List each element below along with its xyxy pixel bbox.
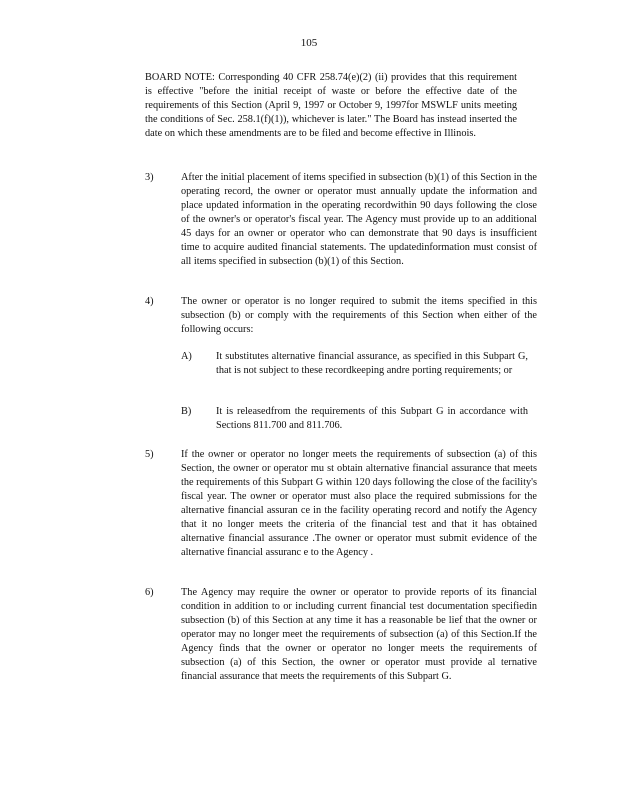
page-number: 105 [300,37,318,49]
subitem-number: A) [181,351,192,362]
item-number: 3) [145,172,154,183]
subitem-text: It substitutes alternative financial assurance, as specified in this Subpart G, that is not subject to these recordkeeping andre porting requirements; or [216,351,528,376]
subitem-number: B) [181,406,192,417]
board-note: BOARD NOTE: Corresponding 40 CFR 258.74(e)(2) (ii) provides that this requirement is effective "before the initial receipt of waste or before the effective date of the requirements of this Section (April 9, 1997 or October 9, 1997for MSWLF units meeting the conditions of Sec. 258.1(f)(1)), whichever is later." The Board has instead inserted the date on which these amendments are to be filed and become effective in Illinois. [145,72,517,139]
item-text: The owner or operator is no longer required to submit the items specified in this subsection (b) or comply with the requirements of this Section when either of the following occurs: [181,296,537,335]
item-text: If the owner or operator no longer meets the requirements of subsection (a) of this Section, the owner or operator mu st obtain alternative financial assurance that meets the requirements of this Subpart G within 120 days following the close of the facility's fiscal year. The owner or operator must also place the required submissions for the alternative financial assuran ce in the facility operating record and notify the Agency that it no longer meets the criteria of the financial test and that it has obtained alternative financial assurance .The owner or operator must submit evidence of the alternative financial assuranc e to the Agency . [181,449,537,558]
item-number: 4) [145,296,154,307]
item-number: 5) [145,449,154,460]
item-number: 6) [145,587,154,598]
subitem-text: It is releasedfrom the requirements of this Subpart G in accordance with Sections 811.700 and 811.706. [216,406,528,431]
item-text: The Agency may require the owner or operator to provide reports of its financial condition in addition to or including current financial test documentation specifiedin subsection (b) of this Section at any time it has a reasonable be lief that the owner or operator may no longer meet the requirements of subsection (a) of this Section.If the Agency finds that the owner or operator no longer meets the requirements of subsection (a) of this Section, the owner or operator must provide al ternative financial assurance that meets the requirements of this Subpart G. [181,587,537,682]
item-text: After the initial placement of items specified in subsection (b)(1) of this Section in the operating record, the owner or operator must annually update the information and place updated information in the operating recordwithin 90 days following the close of the owner's or operator's fiscal year. The Agency must provide up to an additional 45 days for an owner or operator who can demonstrate that 90 days is insufficient time to acquire audited financial statements. The updatedinformation must consist of all items specified in subsection (b)(1) of this Section. [181,172,537,267]
